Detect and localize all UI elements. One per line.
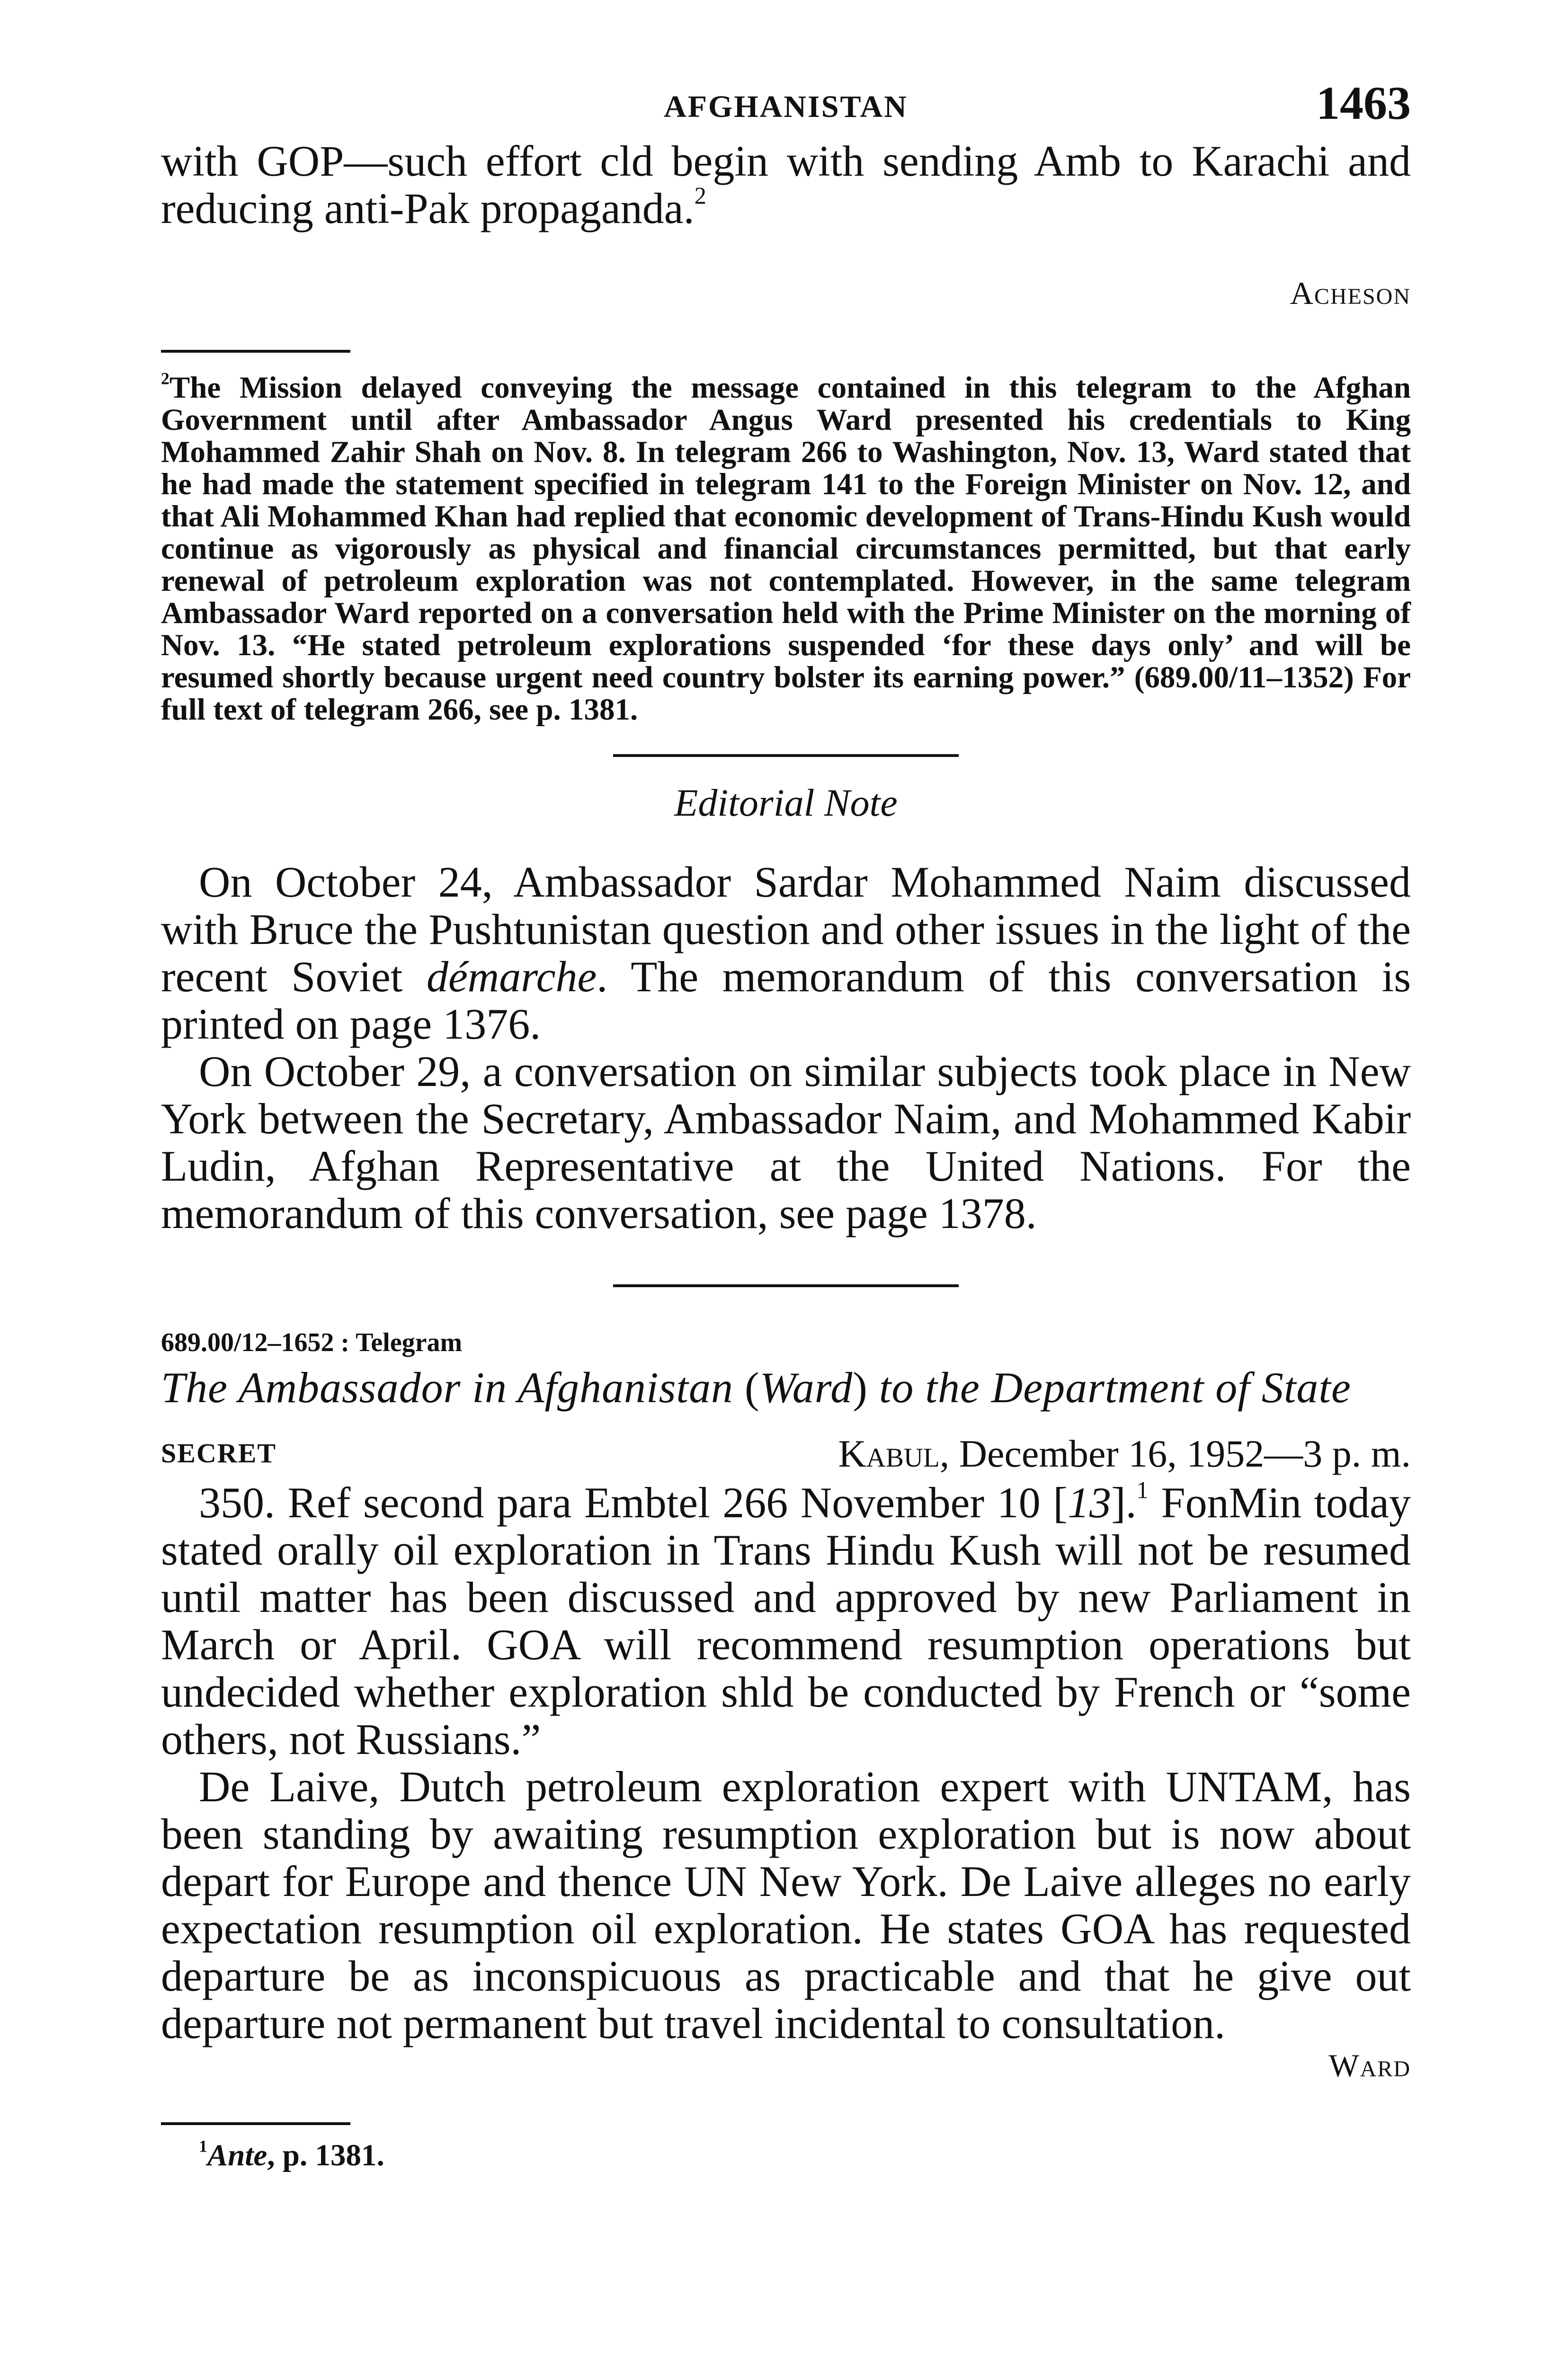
- editorial-paragraph-1: [161, 858, 1411, 1048]
- footnote-rule-2: [161, 2122, 350, 2125]
- running-title: AFGHANISTAN: [664, 89, 908, 124]
- section-separator: [613, 754, 959, 757]
- title-name: Ward: [759, 1363, 853, 1412]
- footnote-1: [161, 2136, 1411, 2172]
- dateline: [161, 1432, 1411, 1479]
- telegram-paragraph-2: De Laive, Dutch petroleum exploration expert with UNTAM, has been standing by awaiting resumption exploration but is now about depart for Europe and thence UN New York. De Laive alleges no early expectation resumption oil exploration. He states GOA has requested departure be as inconspicuous as practicable and that he give out departure not permanent but travel incidental to consultation.: [161, 1762, 1411, 2047]
- telegram-p1-before: 350. Ref second para Embtel 266 November 10 [: [199, 1478, 1068, 1527]
- editorial-p1-italic: démarche: [426, 952, 597, 1001]
- footnote-2-text: The Mission delayed conveying the message contained in this telegram to the Afghan Government until after Ambassador Angus Ward presented his credentials to King Mohammed Zahir Shah on Nov. 8. In telegram 266 to Washington, Nov. 13, Ward stated that he had made the statement specified in telegram 141 to the Foreign Minister on Nov. 12, and that Ali Mohammed Khan had replied that economic development of Trans-Hindu Kush would continue as vigorously as physical and financial circumstances permitted, but that early renewal of petroleum exploration was not contemplated. However, in the same telegram Ambassador Ward reported on a conversation held with the Prime Minister on the morning of Nov. 13. “He stated petroleum explorations suspended ‘for these days only’ and will be resumed shortly because urgent need country bolster its earning power.” (689.00/11–1352) For full text of telegram 266, see p. 1381.: [161, 371, 1411, 727]
- page-number: 1463: [1316, 77, 1411, 129]
- footnote-rule: [161, 350, 350, 353]
- telegram-p1-bracket: 13: [1067, 1478, 1111, 1527]
- section-separator-2: [613, 1284, 959, 1287]
- telegram-paragraph-1: [161, 1479, 1411, 1763]
- telegram-p1-after: FonMin today stated orally oil exploration in Trans Hindu Kush will not be resumed until matter has been discussed and approved by new Parliament in March or April. GOA will recommend resumption operations but undecided whether exploration shld be conducted by French or “some others, not Russians.”: [161, 1478, 1411, 1763]
- continued-text: with GOP—such effort cld begin with sending Amb to Karachi and reducing anti-Pak propaganda.: [161, 137, 1411, 232]
- footnote-1-text: , p. 1381.: [267, 2138, 384, 2172]
- title-part-2: to the Department of State: [867, 1363, 1351, 1412]
- file-reference: 689.00/12–1652 : Telegram: [161, 1328, 463, 1357]
- continued-paragraph: [161, 137, 1411, 232]
- signature-ward: Ward: [1328, 2047, 1411, 2083]
- telegram-p1-bracket-close: ].: [1111, 1478, 1137, 1527]
- document-title: [161, 1362, 1411, 1413]
- editorial-paragraph-2: On October 29, a conversation on similar subjects took place in New York between the Secretary, Ambassador Naim, and Mohammed Kabir Ludin, Afghan Representative at the United Nations. For the memorandum of this conversation, see page 1378.: [161, 1047, 1411, 1237]
- place-date: [838, 1432, 1411, 1476]
- title-paren-close: ): [853, 1363, 868, 1412]
- document-page: [161, 76, 1411, 2171]
- editorial-note-heading: Editorial Note: [674, 781, 898, 824]
- footnote-1-mark: 1: [199, 2136, 207, 2156]
- footnote-marker-1: 1: [1136, 1477, 1149, 1504]
- classification: SECRET: [161, 1438, 277, 1468]
- running-head: [161, 76, 1411, 133]
- signature-acheson: Acheson: [1290, 275, 1411, 311]
- place: Kabul: [838, 1432, 940, 1475]
- footnote-2: [161, 369, 1411, 727]
- date: , December 16, 1952—3 p. m.: [939, 1432, 1411, 1475]
- title-part-1: The Ambassador in Afghanistan: [161, 1363, 745, 1412]
- footnote-marker-2: 2: [694, 182, 706, 209]
- title-paren-open: (: [744, 1363, 760, 1412]
- footnote-2-mark: 2: [161, 369, 169, 388]
- editorial-p1-after: . The memorandum of this conversation is printed on page 1376.: [161, 952, 1411, 1048]
- footnote-1-italic: Ante: [207, 2138, 267, 2172]
- editorial-p1-before: On October 24, Ambassador Sardar Mohammed Naim discussed with Bruce the Pushtunistan question and other issues in the light of the recent Soviet: [161, 858, 1411, 1001]
